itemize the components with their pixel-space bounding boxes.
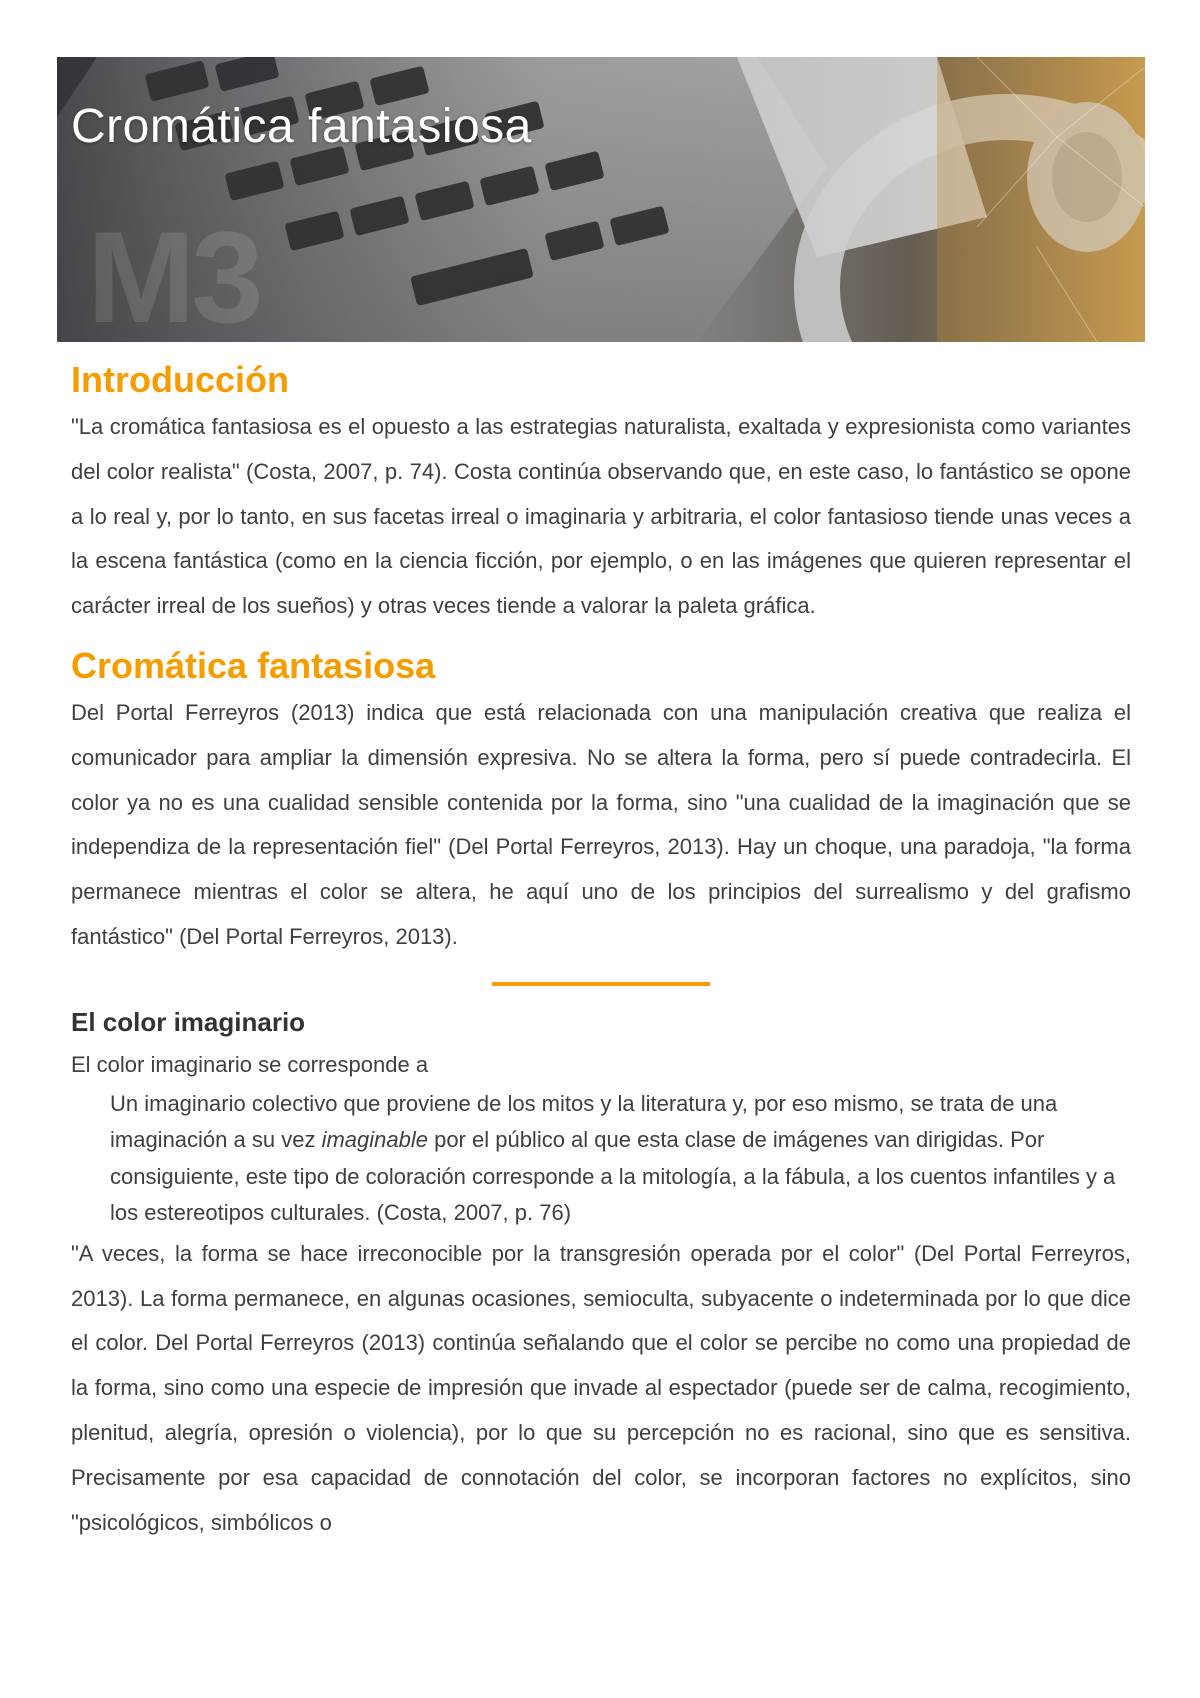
section-divider: [492, 982, 710, 986]
header-banner: [57, 57, 1145, 342]
costa-quote: [110, 1086, 1125, 1232]
quote-italic-word: imaginable: [321, 1127, 428, 1153]
quote-text-start: Un imaginario colectivo que proviene de los mitos y la literatura y, por eso mismo, se trata de una imaginación a su vez: [110, 1090, 1058, 1153]
cromatica-paragraph: Del Portal Ferreyros (2013) indica que está relacionada con una manipulación creativa que realiza el comunicador para ampliar la dimensión expresiva. No se altera la forma, pero sí puede contradecirla. El color ya no es una cualidad sensible contenida por la forma, sino "una cualidad de la imaginación que se independiza de la representación fiel" (Del Portal Ferreyros, 2013). Hay un choque, una paradoja, "la forma permanece mientras el color se altera, he aquí uno de los principios del surrealismo y del grafismo fantástico" (Del Portal Ferreyros, 2013).: [71, 699, 1131, 949]
imaginario-heading: El color imaginario: [71, 1006, 306, 1037]
module-watermark: M3: [87, 204, 260, 342]
quote-text-end: por el público al que esta clase de imágenes van dirigidas. Por consiguiente, este tipo de coloración corresponde a la mitología, a la fábula, a los cuentos infantiles y a los estereotipos culturales. (Costa, 2007, p. 76): [110, 1127, 1116, 1226]
imaginario-paragraph: "A veces, la forma se hace irreconocible por la transgresión operada por el color" (Del Portal Ferreyros, 2013). La forma permanece, en algunas ocasiones, semioculta, subyacente o indeterminada por lo que dice el color. Del Portal Ferreyros (2013) continúa señalando que el color se percibe no como una propiedad de la forma, sino como una especie de impresión que invade al espectador (puede ser de calma, recogimiento, plenitud, alegría, opresión o violencia), por lo que su percepción no es racional, sino que es sensitiva. Precisamente por esa capacidad de connotación del color, se incorporan factores no explícitos, sino "psicológicos, simbólicos o: [71, 1240, 1131, 1535]
intro-paragraph: "La cromática fantasiosa es el opuesto a las estrategias naturalista, exaltada y expresionista como variantes del color realista" (Costa, 2007, p. 74). Costa continúa observando que, en este caso, lo fantástico se opone a lo real y, por lo tanto, en sus facetas irreal o imaginaria y arbitraria, el color fantasioso tiende unas veces a la escena fantástica (como en la ciencia ficción, por ejemplo, o en las imágenes que quieren representar el carácter irreal de los sueños) y otras veces tiende a valorar la paleta gráfica.: [71, 414, 1131, 619]
intro-heading: Introducción: [71, 359, 289, 400]
page-title: Cromática fantasiosa: [71, 100, 532, 153]
imaginario-lead: El color imaginario se corresponde a: [71, 1051, 429, 1077]
document-content: [71, 355, 1131, 1545]
cromatica-heading: Cromática fantasiosa: [71, 644, 436, 686]
